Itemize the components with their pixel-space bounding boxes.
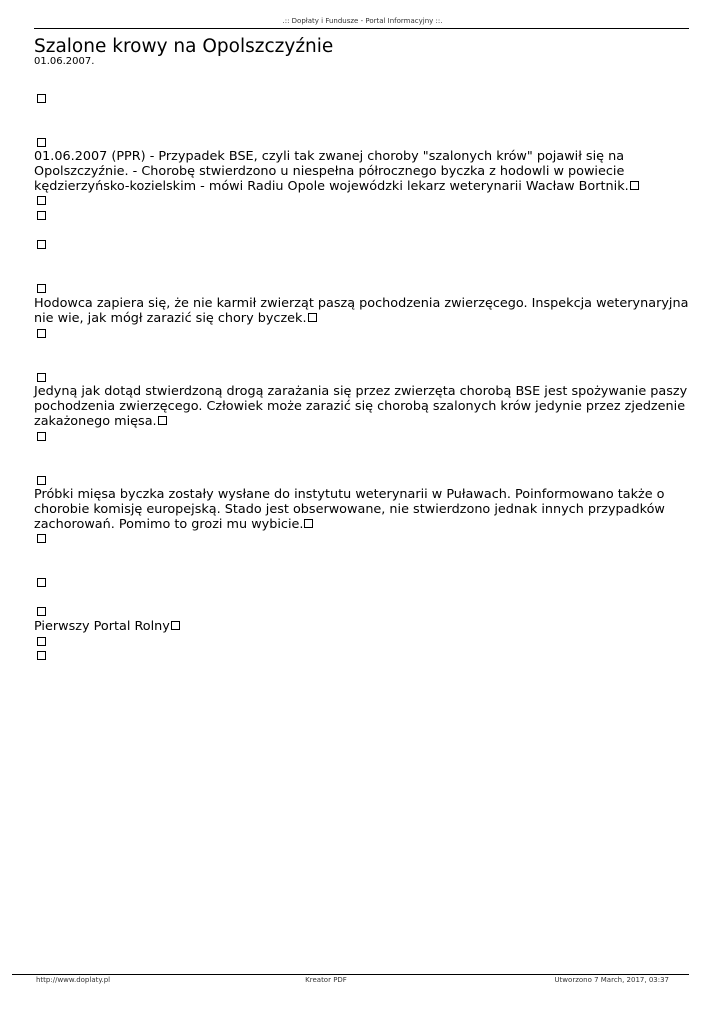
missing-glyph-box (37, 432, 46, 441)
missing-glyph-box (630, 181, 639, 190)
footer-creator: Kreator PDF (305, 976, 347, 984)
missing-glyph-box (308, 313, 317, 322)
missing-glyph-box (171, 621, 180, 630)
missing-glyph-box (37, 94, 46, 103)
missing-glyph-box (158, 416, 167, 425)
missing-glyph-box (37, 476, 46, 485)
paragraph-5: Pierwszy Portal Rolny (34, 619, 690, 634)
footer-created: Utworzono 7 March, 2017, 03:37 (554, 976, 669, 984)
page-header: .:: Dopłaty i Fundusze - Portal Informacyjny ::. (282, 17, 443, 25)
missing-glyph-box (37, 240, 46, 249)
missing-glyph-box (37, 138, 46, 147)
footer-url: http://www.doplaty.pl (36, 976, 111, 984)
missing-glyph-box (37, 284, 46, 293)
missing-glyph-box (37, 211, 46, 220)
paragraph-4: Próbki mięsa byczka zostały wysłane do instytutu weterynarii w Puławach. Poinformowano także o chorobie komisję europejską. Stado jest obserwowane, nie stwierdzono jednak innych przypadków zachorowań. Pomimo to grozi mu wybicie. (34, 487, 669, 533)
footer-divider (12, 974, 689, 975)
header-divider (34, 28, 689, 29)
missing-glyph-box (304, 519, 313, 528)
missing-glyph-box (37, 196, 46, 205)
missing-glyph-box (37, 578, 46, 587)
paragraph-2: Hodowca zapiera się, że nie karmił zwierząt paszą pochodzenia zwierzęcego. Inspekcja weterynaryjna nie wie, jak mógł zarazić się chory byczek. (34, 296, 693, 327)
missing-glyph-box (37, 373, 46, 382)
paragraph-3: Jedyną jak dotąd stwierdzoną drogą zarażania się przez zwierzęta chorobą BSE jest spożywanie paszy pochodzenia zwierzęcego. Człowiek może zarazić się chorobą szalonych krów jedynie przez zjedzenie zakażonego mięsa. (34, 384, 692, 430)
missing-glyph-box (37, 329, 46, 338)
missing-glyph-box (37, 637, 46, 646)
article-title: Szalone krowy na Opolszczyźnie (34, 36, 334, 57)
missing-glyph-box (37, 534, 46, 543)
paragraph-1: 01.06.2007 (PPR) - Przypadek BSE, czyli tak zwanej choroby "szalonych krów" pojawił się na Opolszczyźnie. - Chorobę stwierdzono u niespełna półrocznego byczka z hodowli w powiecie kędzierzyńsko-kozielskim - mówi Radiu Opole wojewódzki lekarz weterynarii Wacław Bortnik. (34, 149, 690, 195)
missing-glyph-box (37, 607, 46, 616)
missing-glyph-box (37, 651, 46, 660)
article-date: 01.06.2007. (34, 56, 95, 67)
